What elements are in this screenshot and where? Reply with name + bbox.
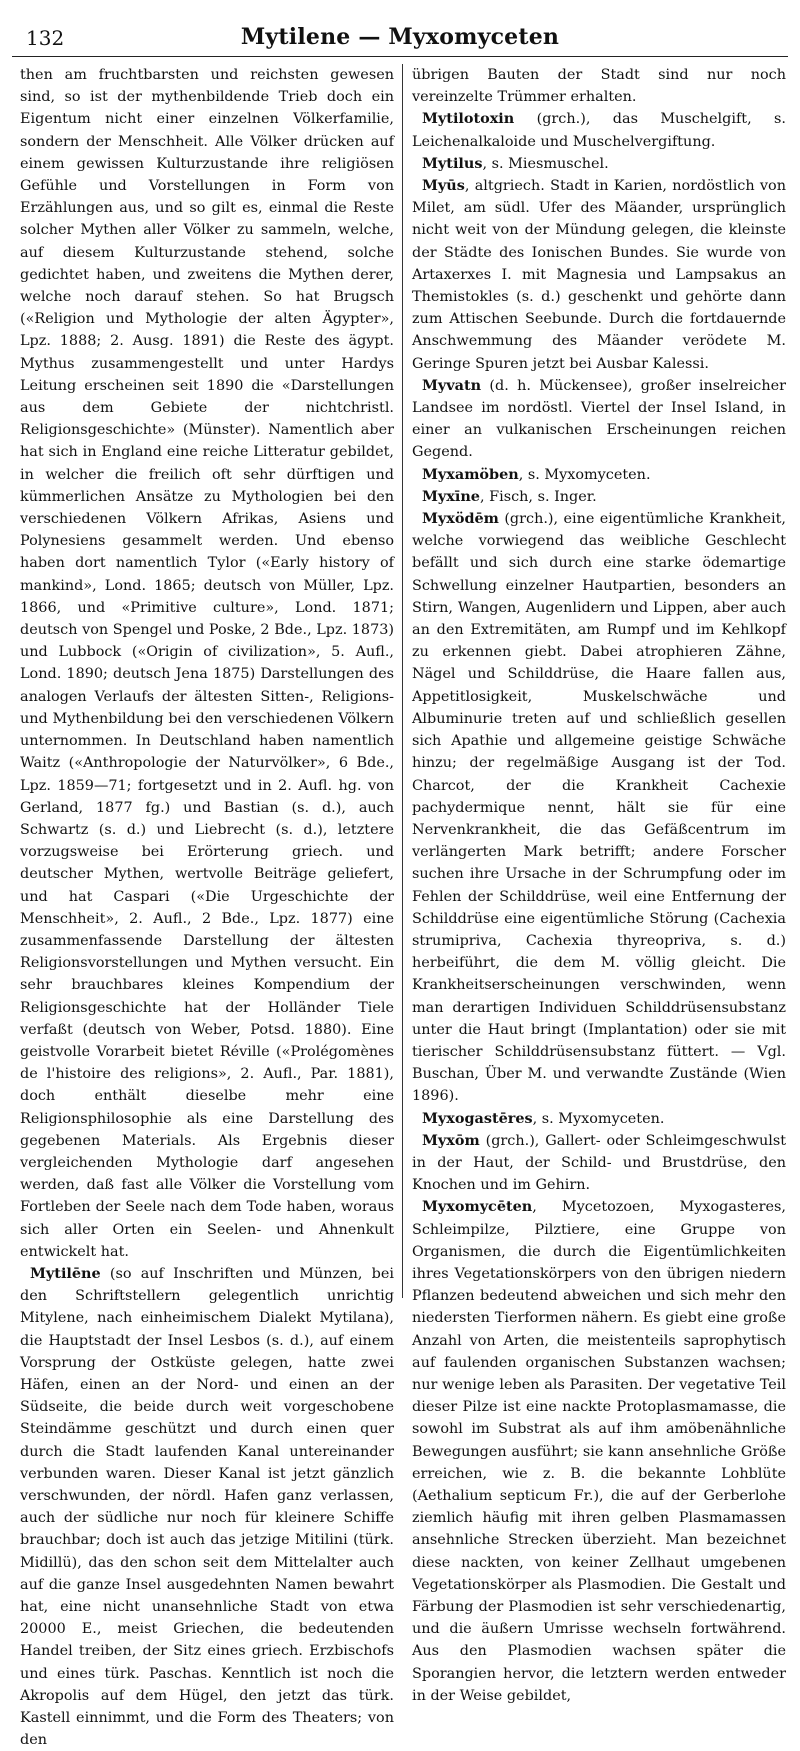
headword: Mytilēne — [30, 1264, 101, 1282]
entry-text: (grch.), eine eigentümliche Krankheit, welche vorwiegend das weibliche Geschlecht befällt und sich durch eine starke ödemartige Schwellung einzelner Hautpartien, besonders an Stirn, Wangen, Augenlidern und Lippen, aber auch an den Extremitäten, am Rumpf und im Kehlkopf zu erkennen giebt. Dabei atrophieren Zähne, Nägel und Schilddrüse, die Haare fallen aus, Appetitlosigkeit, Muskelschwäche und Albuminurie treten auf und schließlich gesellen sich Apathie und allgemeine geistige Schwäche hinzu; der regelmäßige Ausgang ist der Tod. Charcot, der die Krankheit Cachexie pachydermique nennt, hält sie für eine Nervenkrankheit, die das Gefäßcentrum im verlängerten Mark betrifft; andere Forscher suchen ihre Ursache in der Schrumpfung oder im Fehlen der Schilddrüse, weil eine Entfernung der Schilddrüse eine eigentümliche Störung (Cachexia strumipriva, Cachexia thyreopriva, s. d.) herbeiführt, die dem M. völlig gleicht. Die Krankheitserscheinungen verschwinden, wenn man derartigen Individuen Schilddrüsensubstanz unter die Haut bringt (Implantation) oder sie mit tierischer Schilddrüsensubstanz füttert. — Vgl. Buschan, Über M. und verwandte Zustände (Wien 1896). — [412, 511, 786, 1105]
entry-text: , s. Miesmuschel. — [482, 155, 609, 172]
column-divider — [402, 64, 403, 1298]
entry-myvatn — [412, 375, 786, 464]
page-number: 132 — [26, 26, 65, 50]
page-header — [12, 10, 788, 57]
entry-mytilene — [20, 1263, 394, 1751]
entry-text: (grch.), das Muschelgift, s. Leichenalkaloide und Muschelvergiftung. — [412, 111, 786, 150]
entry-myxine — [412, 486, 786, 508]
headword: Mytilus — [422, 154, 483, 172]
entry-text: , altgriech. Stadt in Karien, nordöstlich von Milet, am südl. Ufer des Mäander, ursprünglich nicht weit von der Mündung gelegen, die kleinste der Städte des Ionischen Bundes. Sie wurde von Artaxerxes I. mit Magnesia und Lampsakus an Themistokles (s. d.) geschenkt und gehörte dann zum Attischen Seebunde. Durch die fortdauernde Anschwemmung des Mäander verödete M. Geringe Spuren jetzt bei Ausbar Kalessi. — [412, 178, 786, 372]
running-title: Mytilene — Myxomyceten — [240, 24, 560, 50]
right-column — [412, 64, 786, 1704]
headword: Myxīne — [422, 487, 480, 505]
entry-myxamoeben — [412, 464, 786, 486]
entry-myxomyceten — [412, 1196, 786, 1707]
entry-text: (d. h. Mückensee), großer inselreicher Landsee im nordöstl. Viertel der Insel Island, in einer an vulkanischen Erscheinungen reichen Gegend. — [412, 377, 786, 461]
entry-text: , Mycetozoen, Myxogasteres, Schleimpilze, Pilztiere, eine Gruppe von Organismen, die durch die Eigentümlichkeiten ihres Vegetationskörpers von den übrigen niedern Pflanzen bedeutend abweichen und sich mehr den niedersten Tierformen nähern. Es giebt eine große Anzahl von Arten, die meistenteils saprophytisch auf faulenden organischen Substanzen wachsen; nur wenige leben als Parasiten. Der vegetative Teil dieser Pilze ist eine nackte Protoplasmamasse, die sowohl im Substrat als auf ihm amöbenähnliche Bewegungen ausführt; sie kann ansehnliche Größe erreichen, wie z. B. die bekannte Lohblüte (Aethalium septicum Fr.), die auf der Gerberlohe ziemlich häufig mit ihren gelben Plasmamassen ansehnliche Strecken überzieht. Man bezeichnet diese nackten, von keiner Zellhaut umgebenen Vegetationskörper als Plasmodien. Die Gestalt und Färbung der Plasmodien ist sehr verschiedenartig, und die äußern Umrisse wechseln fortwährend. Aus den Plasmodien wachsen später die Sporangien hervor, die letztern werden entweder in der Weise gebildet, — [412, 1199, 786, 1704]
headword: Mytilotoxin — [422, 110, 515, 128]
entry-text: , s. Myxomyceten. — [518, 466, 651, 483]
left-column — [20, 64, 394, 1749]
continuation-text: übrigen Bauten der Stadt sind nur noch vereinzelte Trümmer erhalten. — [412, 67, 786, 106]
continuation-text: then am fruchtbarsten und reichsten gewesen sind, so ist der mythenbildende Trieb doch ein Eigentum nicht einer einzelnen Völkerfamilie, sondern der Menschheit. Alle Völker drücken auf einem gewissen Kulturzustande ihre religiösen Gefühle und Vorstellungen in Form von Erzählungen aus, und so gilt es, einmal die Reste solcher Mythen aller Völker zu sammeln, welche, auf diesem Kulturzustande stehend, solche gedichtet haben, und zweitens die Mythen derer, welche noch darauf stehen. So hat Brugsch («Religion und Mythologie der alten Ägypter», Lpz. 1888; 2. Ausg. 1891) die Reste des ägypt. Mythus zusammengestellt und unter Hardys Leitung erscheinen seit 1890 die «Darstellungen aus dem Gebiete der nichtchristl. Religionsgeschichte» (Münster). Namentlich aber hat sich in England eine reiche Litteratur gebildet, in welcher die freilich oft sehr dürftigen und kümmerlichen Ansätze zu Mythologien bei den verschiedenen Völkern Afrikas, Asiens und Polynesiens gesammelt werden. Und ebenso haben dort namentlich Tylor («Early history of mankind», Lond. 1865; deutsch von Müller, Lpz. 1866, und «Primitive culture», Lond. 1871; deutsch von Spengel und Poske, 2 Bde., Lpz. 1873) und Lubbock («Origin of civilization», 5. Aufl., Lond. 1890; deutsch Jena 1875) Darstellungen des analogen Verlaufs der ältesten Sitten-, Religions- und Mythenbildung bei den verschiedenen Völkern unternommen. In Deutschland haben namentlich Waitz («Anthropologie der Naturvölker», 6 Bde., Lpz. 1859—71; fortgesetzt und in 2. Aufl. hg. von Gerland, 1877 fg.) und Bastian (s. d.), auch Schwartz (s. d.) und Liebrecht (s. d.), letztere vorzugsweise bei Erörterung griech. und deutscher Mythen, wertvolle Beiträge geliefert, und hat Caspari («Die Urgeschichte der Menschheit», 2. Aufl., 2 Bde., Lpz. 1877) eine zusammenfassende Darstellung der ältesten Religionsvorstellungen und Mythen versucht. Ein sehr brauchbares kleines Kompendium der Religionsgeschichte hat der Holländer Tiele verfaßt (deutsch von Weber, Potsd. 1880). Eine geistvolle Vorarbeit bietet Réville («Prolégomènes de l'histoire des religions», 2. Aufl., Par. 1881), doch enthält dieselbe mehr eine Religionsphilosophie als eine Darstellung des gegebenen Materials. Als Ergebnis dieser vergleichenden Mythologie darf angesehen werden, daß fast alle Völker die Vorstellung vom Fortleben der Seele nach dem Tode haben, woraus sich aller Orten ein Seelen- und Ahnenkult entwickelt hat. — [20, 67, 394, 1260]
entry-myus — [412, 175, 786, 375]
entry-text: , s. Myxomyceten. — [532, 1110, 665, 1127]
entry-mytilus — [412, 153, 786, 175]
entry-mytilotoxin — [412, 108, 786, 152]
dictionary-page — [12, 10, 788, 1749]
headword: Myxödēm — [422, 510, 499, 528]
headword: Myxogastēres — [422, 1109, 533, 1127]
headword: Myūs — [422, 177, 465, 195]
entry-myxom — [412, 1130, 786, 1197]
headword: Myxōm — [422, 1131, 480, 1149]
entry-text: (so auf Inschriften und Münzen, bei den Schriftstellern gelegentlich unrichtig Mitylene, nach einheimischem Dialekt Mytilana), die Hauptstadt der Insel Lesbos (s. d.), auf einem Vorsprung der Ostküste gelegen, hatte zwei Häfen, einen an der Nord- und einen an der Südseite, die beide durch weit vorgeschobene Steindämme geschützt und durch einen quer durch die Stadt laufenden Kanal untereinander verbunden waren. Dieser Kanal ist jetzt gänzlich verschwunden, der nördl. Hafen ganz verlassen, auch der südliche nur noch für kleinere Schiffe brauchbar; doch ist auch das jetzige Mitilini (türk. Midillü), das den schon seit dem Mittelalter auch auf die ganze Insel ausgedehnten Namen bewahrt hat, eine nicht unansehnliche Stadt von etwa 20000 E., meist Griechen, die bedeutenden Handel treiben, der Sitz eines griech. Erzbischofs und eines türk. Paschas. Kenntlich ist noch die Akropolis auf dem Hügel, den jetzt das türk. Kastell einnimmt, und die Form des Theaters; von den — [20, 1265, 394, 1749]
headword: Myxamöben — [422, 465, 519, 483]
text-columns — [20, 64, 786, 1749]
entry-text: (grch.), Gallert- oder Schleimgeschwulst in der Haut, der Schild- und Brustdrüse, den Knochen und im Gehirn. — [412, 1132, 786, 1194]
entry-myxoedem — [412, 508, 786, 1107]
headword: Myvatn — [422, 376, 482, 394]
headword: Myxomycēten — [422, 1198, 533, 1216]
entry-text: , Fisch, s. Inger. — [479, 488, 597, 505]
entry-myxogasteres — [412, 1108, 786, 1130]
